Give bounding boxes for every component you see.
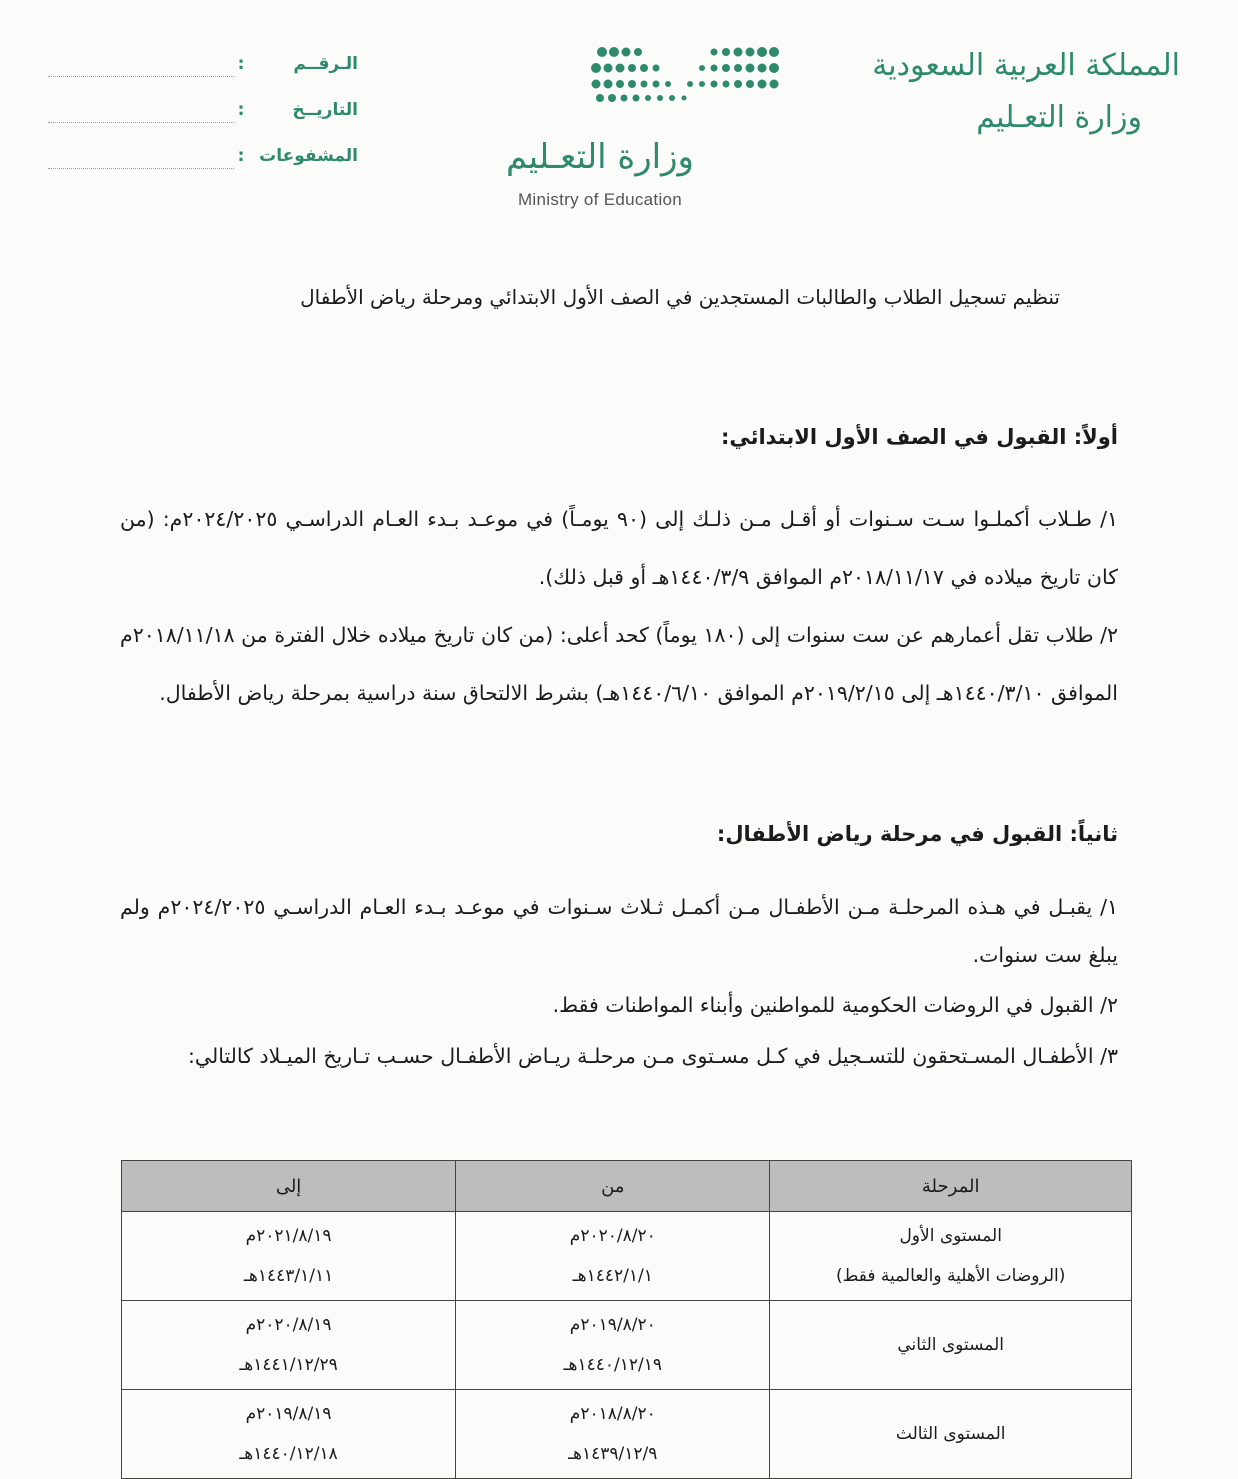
reference-fields xyxy=(48,54,358,192)
document-title: تنظيم تسجيل الطلاب والطالبات المستجدين في الصف الأول الابتدائي ومرحلة رياض الأطفال xyxy=(300,285,1060,309)
logo-dot xyxy=(734,80,742,88)
meta-dotted-line xyxy=(48,114,234,123)
logo-dot xyxy=(711,81,718,88)
section-2-heading: ثانياً: القبول في مرحلة رياض الأطفال: xyxy=(716,822,1118,846)
logo-dot xyxy=(687,81,693,87)
logo-dot xyxy=(645,95,651,101)
header-to: إلى xyxy=(122,1161,456,1212)
logo-dot xyxy=(628,80,636,88)
table-row xyxy=(122,1390,1132,1479)
logo-dot xyxy=(711,65,718,72)
logo-dot xyxy=(734,64,742,72)
logo-dot xyxy=(608,94,616,102)
logo-dot xyxy=(770,80,779,89)
reference-date-field xyxy=(48,100,358,146)
to-hijri: ١٤٤١/١٢/٢٩هـ xyxy=(239,1355,338,1375)
meta-dotted-line xyxy=(48,68,234,77)
logo-dot xyxy=(633,95,640,102)
logo-dot xyxy=(665,81,671,87)
to-cell xyxy=(122,1212,456,1301)
logo-dot xyxy=(722,64,730,72)
logo-dot xyxy=(596,94,604,102)
reference-attachments-field xyxy=(48,146,358,192)
section-2-item-1: ١/ يقبـل في هـذه المرحلـة مـن الأطفـال مـن أكمـل ثـلاث سـنوات في موعـد بـدء العـام الدراسـي ٢٠٢٤/٢٠٢٥م ولم يبلغ ست سنوات. xyxy=(120,895,1119,967)
logo-dot xyxy=(734,48,743,57)
stage-cell xyxy=(770,1390,1132,1479)
logo-dot xyxy=(699,65,705,71)
section-1-item-2: ٢/ طلاب تقل أعمارهم عن ست سنوات إلى (١٨٠ يوماً) كحد أعلى: (من كان تاريخ ميلاده خلال الفترة من ٢٠١٨/١١/١٨م الموافق ١٤٤٠/٣/١٠هـ إلى ٢٠١٩/٢/١٥م الموافق ١٤٤٠/٦/١٠هـ) بشرط الالتحاق سنة دراسية بمرحلة رياض الأطفال. xyxy=(120,623,1118,705)
logo-dot xyxy=(591,63,601,73)
logo-dot xyxy=(682,96,687,101)
meta-label: المشفوعات xyxy=(259,146,358,166)
logo-dot xyxy=(653,81,660,88)
logo-dot xyxy=(746,80,754,88)
stage-name: المستوى الثالث xyxy=(895,1424,1006,1444)
stage-name: المستوى الأول xyxy=(899,1226,1002,1246)
logo-dot xyxy=(622,48,631,57)
table-row xyxy=(122,1301,1132,1390)
from-hijri: ١٤٣٩/١٢/٩هـ xyxy=(568,1444,658,1464)
to-cell xyxy=(122,1301,456,1390)
logo-english-text: Ministry of Education xyxy=(517,190,683,209)
logo-dot xyxy=(640,64,648,72)
logo-dot xyxy=(723,81,730,88)
kindergarten-levels-table xyxy=(121,1160,1132,1479)
logo-dot xyxy=(746,64,755,73)
to-gregorian: ٢٠١٩/٨/١٩م xyxy=(245,1404,332,1424)
logo-dot xyxy=(711,49,718,56)
kingdom-name: المملكة العربية السعودية xyxy=(872,48,1180,83)
from-gregorian: ٢٠١٩/٨/٢٠م xyxy=(569,1315,656,1335)
stage-cell xyxy=(770,1301,1132,1390)
kingdom-header xyxy=(860,40,1180,144)
stage-name: المستوى الثاني xyxy=(897,1335,1004,1355)
stage-note: (الروضات الأهلية والعالمية فقط) xyxy=(835,1266,1066,1286)
section-1-heading: أولاً: القبول في الصف الأول الابتدائي: xyxy=(720,425,1118,449)
to-hijri: ١٤٤٠/١٢/١٨هـ xyxy=(239,1444,338,1464)
meta-colon: : xyxy=(237,54,245,74)
from-cell xyxy=(456,1212,770,1301)
table-row xyxy=(122,1212,1132,1301)
logo-dot xyxy=(722,48,730,56)
logo-dot xyxy=(609,47,619,57)
stage-cell xyxy=(770,1212,1132,1301)
logo-dot xyxy=(604,64,613,73)
section-2-item-3: ٣/ الأطفـال المسـتحقون للتسـجيل في كـل مسـتوى مـن مرحلـة ريـاض الأطفـال حسـب تـاريخ الميـلاد كالتالي: xyxy=(188,1044,1118,1068)
logo-dot xyxy=(746,48,755,57)
ministry-name: وزارة التعـليم xyxy=(976,100,1142,135)
logo-dot xyxy=(592,80,601,89)
meta-colon: : xyxy=(237,100,245,120)
logo-dot xyxy=(769,47,779,57)
to-gregorian: ٢٠٢١/٨/١٩م xyxy=(245,1226,332,1246)
logo-dot xyxy=(634,48,642,56)
logo-dot xyxy=(757,47,767,57)
logo-dot xyxy=(628,64,636,72)
logo-dot xyxy=(653,65,660,72)
meta-colon: : xyxy=(237,146,245,166)
logo-dot xyxy=(769,63,779,73)
logo-dot xyxy=(669,95,675,101)
table-header-row xyxy=(122,1161,1132,1212)
from-hijri: ١٤٤٢/١/١هـ xyxy=(572,1266,653,1286)
logo-dot xyxy=(616,64,625,73)
logo-arabic-text: وزارة التعـليم xyxy=(506,137,694,177)
header-from: من xyxy=(456,1161,770,1212)
from-hijri: ١٤٤٠/١٢/١٩هـ xyxy=(563,1355,662,1375)
reference-number-field xyxy=(48,54,358,100)
section-2-item-2: ٢/ القبول في الروضات الحكومية للمواطنين وأبناء المواطنات فقط. xyxy=(552,993,1118,1017)
to-gregorian: ٢٠٢٠/٨/١٩م xyxy=(245,1315,332,1335)
logo-dot xyxy=(657,95,663,101)
logo-dot xyxy=(758,80,767,89)
logo-dot xyxy=(604,80,613,89)
logo-dot xyxy=(758,64,767,73)
from-cell xyxy=(456,1390,770,1479)
meta-label: الـرقــم xyxy=(293,54,358,74)
logo-dot xyxy=(597,47,607,57)
from-gregorian: ٢٠٢٠/٨/٢٠م xyxy=(569,1226,656,1246)
logo-dot xyxy=(616,80,624,88)
section-1-item-1: ١/ طـلاب أكملـوا سـت سـنوات أو أقـل مـن ذلـك إلى (٩٠ يومـاً) في موعـد بـدء العـام الدراسـي ٢٠٢٤/٢٠٢٥م: (من كان تاريخ ميلاده في ٢٠١٨/١١/١٧م الموافق ١٤٤٠/٣/٩هـ أو قبل ذلك). xyxy=(120,507,1118,589)
to-hijri: ١٤٤٣/١/١١هـ xyxy=(243,1266,334,1286)
from-cell xyxy=(456,1301,770,1390)
from-gregorian: ٢٠١٨/٨/٢٠م xyxy=(569,1404,656,1424)
logo-dot xyxy=(641,81,648,88)
to-cell xyxy=(122,1390,456,1479)
meta-label: التاريــخ xyxy=(292,100,358,120)
header-stage: المرحلة xyxy=(770,1161,1132,1212)
logo-dot xyxy=(621,95,628,102)
meta-dotted-line xyxy=(48,160,234,169)
logo-dot xyxy=(699,81,705,87)
